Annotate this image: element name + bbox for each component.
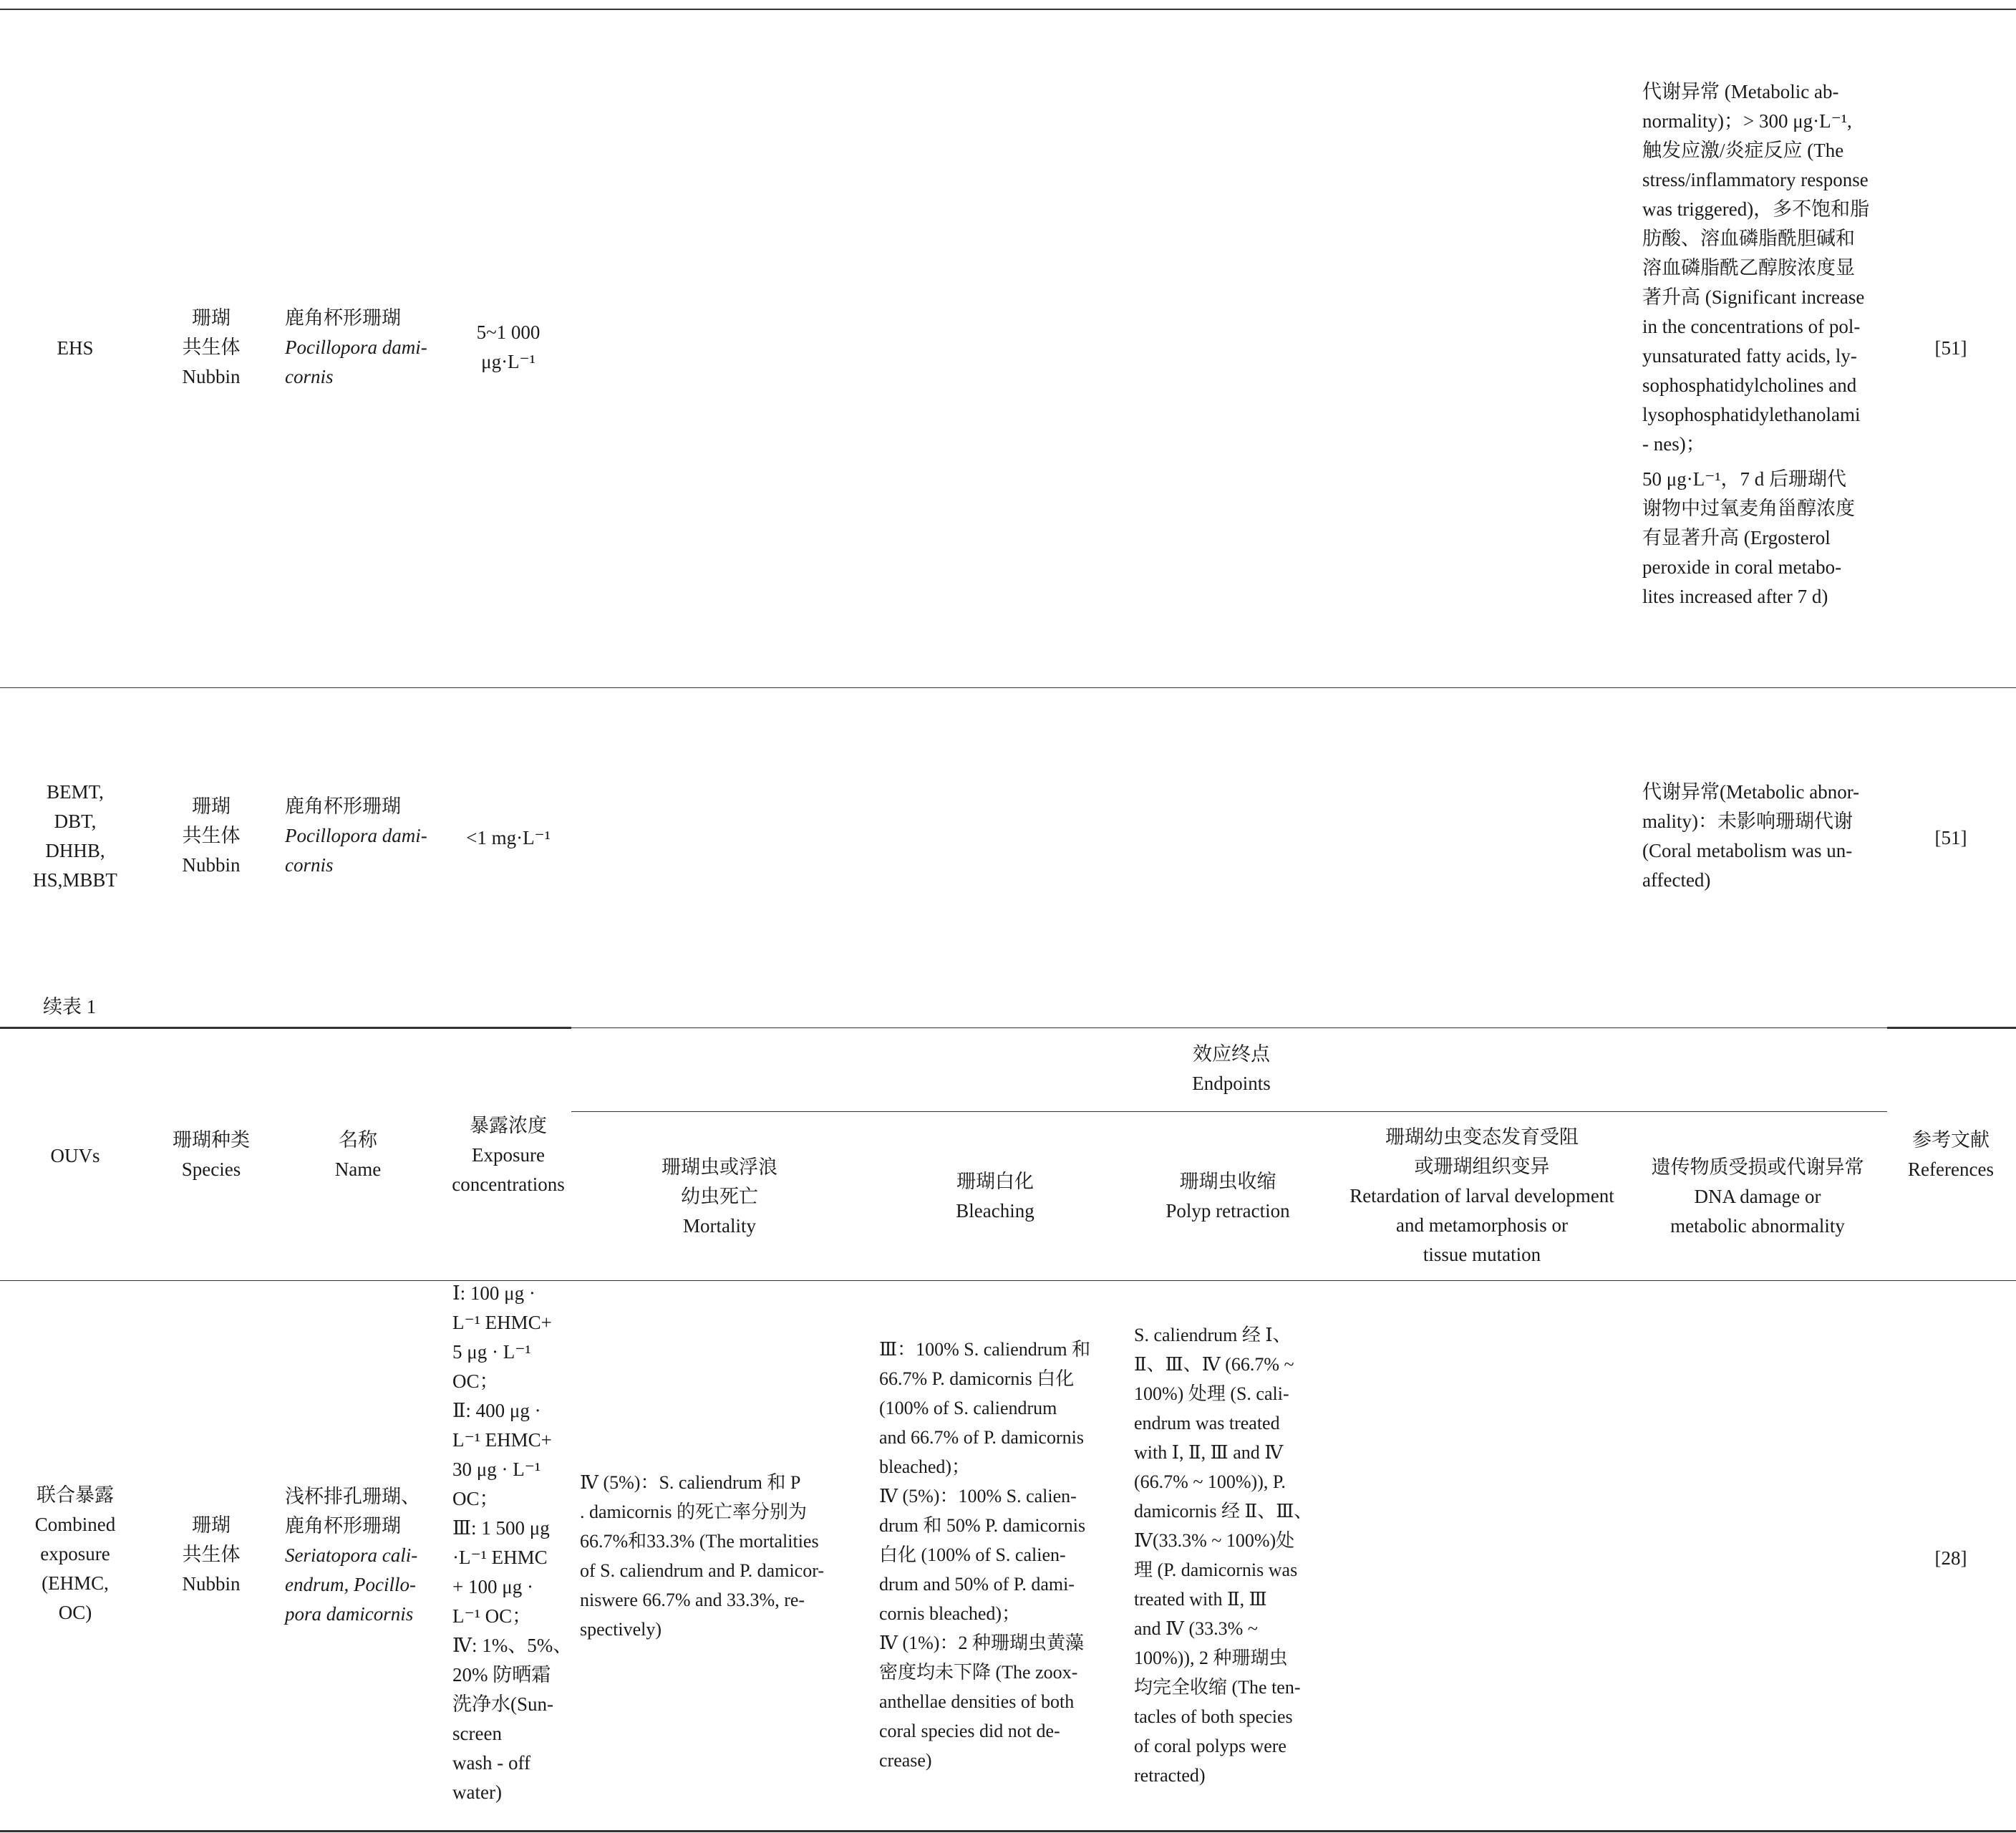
header-retardation: 珊瑚幼虫变态发育受阻 或珊瑚组织变异 Retardation of larval development and metamorphosis or tissue mutation — [1349, 1126, 1614, 1265]
ouvs-cell-combined: 联合暴露 Combined exposure (EHMC, OC) — [34, 1484, 116, 1623]
polyp-cell-combined: S. caliendrum 经 Ⅰ、 Ⅱ、Ⅲ、Ⅳ (66.7% ~ 100%) 处理 (S. cali- endrum was treated with Ⅰ, Ⅱ, Ⅲ and Ⅳ (66.7% ~ 100%)), P. damicornis 经 Ⅱ、Ⅲ、 Ⅳ(33.3% ~ 100%)处 理 (P. damicornis was treated with Ⅱ, Ⅲ and Ⅳ (33.3% ~ 100%)), 2 种珊瑚虫 均完全收缩 (The ten- tacles of both species of coral polyps were retracted) — [1134, 1325, 1313, 1786]
metabolic-cell-bemt: 代谢异常(Metabolic abnor- mality)：未影响珊瑚代谢 (Coral metabolism was un- affected) — [1642, 781, 1860, 891]
header-dna: 遗传物质受损或代谢异常 DNA damage or metabolic abnormality — [1651, 1156, 1864, 1237]
header-ouvs: OUVs — [50, 1145, 100, 1166]
name-cell-combined: 浅杯排孔珊瑚、 鹿角杯形珊瑚 Seriatopora cali- endrum, Pocillo- pora damicornis — [285, 1486, 420, 1625]
bleaching-cell-combined: Ⅲ：100% S. caliendrum 和 66.7% P. damicornis 白化 (100% of S. caliendrum and 66.7% of P. damicornis bleached)； Ⅳ (5%)：100% S. calien- drum 和 50% P. damicornis 白化 (100% of S. calien- drum and 50% of P. dami- cornis bleached)； Ⅳ (1%)：2 种珊瑚虫黄藻 密度均未下降 (The zoox- anthellae densities of both coral species did not de- crease) — [879, 1339, 1091, 1771]
metabolic-cell-ehs: 代谢异常 (Metabolic ab- normality)；> 300 μg·L⁻¹, 触发应激/炎症反应 (The stress/inflammatory response was triggered)，多不饱和脂 肪酸、溶血磷脂酰胆碱和 溶血磷脂酰乙醇胺浓度显 著升高 (Significant increase in the concentrations of pol- yunsaturated fatty acids, ly- sophosphatidylcholines and lysophosphatidylethanolami - nes)； 50 μg·L⁻¹，7 d 后珊瑚代 谢物中过氧麦角甾醇浓度 有显著升高 (Ergosterol peroxide in coral metabo- lites increased after 7 d) — [1642, 81, 1870, 607]
ouvs-ehs: EHS — [57, 337, 94, 359]
ouvs-cell-ehs — [29, 334, 122, 363]
header-exposure: 暴露浓度 Exposure concentrations — [452, 1115, 565, 1195]
header-name: 名称 Name — [334, 1129, 382, 1180]
header-top-rule-left — [0, 1027, 571, 1029]
endpoints-top-rule — [571, 1027, 1887, 1028]
ouvs-cell-bemt: BEMT, DBT, DHHB, HS,MBBT — [33, 781, 117, 891]
row-divider — [0, 687, 2016, 688]
ref-cell-bemt: [51] — [1934, 827, 1967, 848]
table-bottom-rule — [0, 1830, 2016, 1832]
exposure-cell-ehs: 5~1 000 μg·L⁻¹ — [476, 321, 541, 372]
continued-label: 续表 1 — [43, 996, 97, 1017]
name-cell-ehs: 鹿角杯形珊瑚 Pocillopora dami- cornis — [285, 307, 427, 387]
exposure-cell-combined: Ⅰ: 100 μg · L⁻¹ EHMC+ 5 μg · L⁻¹ OC； Ⅱ: 400 μg · L⁻¹ EHMC+ 30 μg · L⁻¹ OC； Ⅲ: 1 500 μg ·L⁻¹ EHMC + 100 μg · L⁻¹ OC； Ⅳ: 1%、5%、 20% 防晒霜 洗净水(Sun- screen wash - off water) — [452, 1282, 573, 1803]
header-bottom-rule — [0, 1280, 2016, 1281]
species-cell-combined: 珊瑚 共生体 Nubbin — [182, 1514, 241, 1595]
header-polyp: 珊瑚虫收缩 Polyp retraction — [1166, 1171, 1290, 1222]
mortality-cell-combined: Ⅳ (5%)：S. caliendrum 和 P . damicornis 的死亡率分别为 66.7%和33.3% (The mortalities of S. caliendrum and P. damicor- niswere 66.7% and 33.3%, re- spectively) — [580, 1472, 825, 1640]
ref-cell-combined: [28] — [1934, 1547, 1967, 1569]
species-cell-bemt: 珊瑚 共生体 Nubbin — [182, 795, 241, 876]
header-mortality: 珊瑚虫或浮浪 幼虫死亡 Mortality — [662, 1156, 777, 1237]
header-bleaching: 珊瑚白化 Bleaching — [956, 1171, 1034, 1222]
top-rule — [0, 9, 2016, 10]
endpoints-sub-rule — [571, 1111, 1887, 1112]
ref-cell-ehs: [51] — [1934, 337, 1967, 359]
species-cell-ehs: 珊瑚 共生体 Nubbin — [182, 307, 241, 387]
header-endpoints: 效应终点 Endpoints — [1192, 1043, 1271, 1094]
exposure-cell-bemt: <1 mg·L⁻¹ — [466, 827, 551, 848]
header-species: 珊瑚种类 Species — [173, 1129, 250, 1180]
name-cell-bemt: 鹿角杯形珊瑚 Pocillopora dami- cornis — [285, 795, 427, 876]
header-refs: 参考文献 References — [1908, 1129, 1994, 1180]
header-top-rule-right — [1887, 1027, 2016, 1029]
